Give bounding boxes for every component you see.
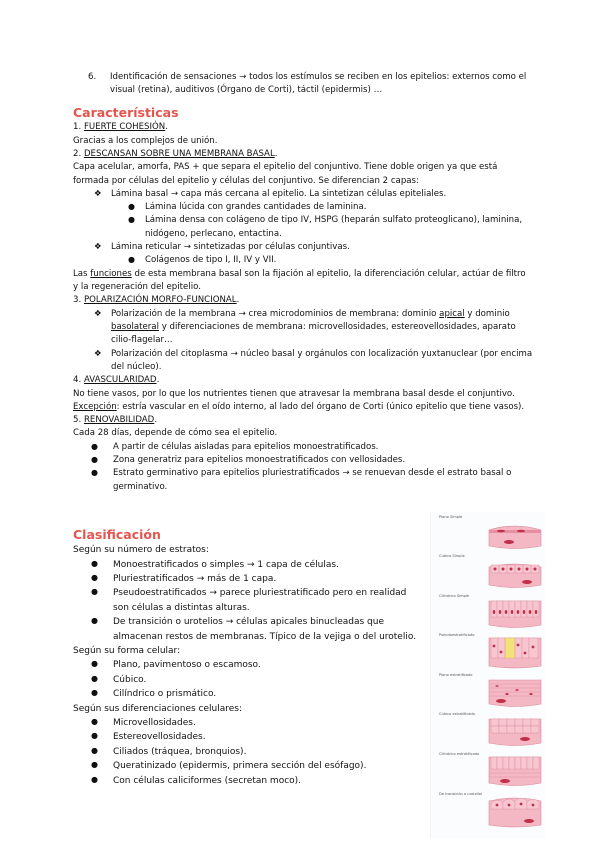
pseudoestratificado-illustration — [487, 636, 543, 670]
circle-bullet-icon: ● — [91, 745, 98, 755]
epithelium-label: Plano Simple — [439, 515, 463, 519]
epithelium-panel — [437, 594, 541, 631]
list-item: ● Colágenos de tipo I, II, IV y VII. — [128, 255, 277, 266]
cilindrico-estratificado-illustration — [487, 755, 543, 787]
classification-section — [73, 527, 418, 788]
circle-bullet-icon: ● — [91, 760, 98, 770]
list-item-6 — [88, 71, 538, 98]
circle-bullet-icon: ● — [91, 731, 98, 741]
epithelium-label: Cúbico estratificado — [439, 712, 475, 716]
epithelium-label: De transición o urotelial — [439, 792, 482, 796]
paragraph: Gracias a los complejos de unión. — [73, 135, 218, 146]
diamond-bullet-icon: ❖ — [94, 242, 102, 253]
list-item: ● A partir de células aisladas para epitelios monoestratificados. — [91, 441, 379, 452]
circle-bullet-icon: ● — [91, 774, 98, 784]
circle-bullet-icon: ● — [91, 455, 98, 465]
list-item: ● Monoestratificados o simples → 1 capa de células. — [91, 558, 339, 570]
subheading-avascularidad: 4. AVASCULARIDAD. — [73, 375, 160, 386]
paragraph: Según sus diferenciaciones celulares: — [73, 703, 243, 714]
list-item: ● Estrato germinativo para epitelios pluriestratificados → se renuevan desde el estrato basal o germinativo. — [91, 468, 512, 492]
paragraph-excepcion: Excepción: estría vascular en el oído interno, al lado del órgano de Corti (único epitelio que tiene vasos). — [73, 401, 525, 412]
epithelium-label: Cilíndrico Simple — [439, 594, 470, 598]
circle-bullet-icon: ● — [91, 616, 98, 626]
list-item: ● Estereovellosidades. — [91, 731, 206, 743]
list-item: ● Zona generatriz para epitelios monoestratificados con vellosidades. — [91, 455, 406, 466]
paragraph: Cada 28 días, depende de cómo sea el epitelio. — [73, 428, 278, 439]
paragraph: Según su forma celular: — [73, 645, 181, 656]
section-heading: Características — [73, 105, 179, 120]
cubico-simple-illustration — [487, 557, 543, 589]
cilindrico-simple-illustration — [487, 597, 543, 629]
epithelium-panel — [437, 752, 541, 789]
circle-bullet-icon: ● — [91, 468, 98, 478]
diamond-bullet-icon: ❖ — [94, 188, 102, 199]
list — [73, 716, 418, 788]
plano-estratificado-illustration — [487, 676, 543, 708]
subheading-polarizacion: 3. POLARIZACIÓN MORFO-FUNCIONAL. — [73, 295, 240, 306]
list-item: ● Lámina densa con colágeno de tipo IV, HSPG (heparán sulfato proteoglicano), laminina, nidógeno, perlecano, entactina. — [128, 215, 523, 239]
list — [73, 308, 533, 375]
list — [73, 658, 418, 701]
epithelium-panel — [437, 633, 541, 670]
paragraph: Capa acelular, amorfa, PAS + que separa el epitelio del conjuntivo. Tiene doble origen ya que está formada por células del epitelio y células del conjuntivo. Se diferencian 2 capas: — [73, 162, 498, 186]
list-item: ● Lámina lúcida con grandes cantidades de laminina. — [128, 202, 367, 213]
list — [73, 188, 533, 268]
list-item: ❖ Lámina basal → capa más cercana al epitelio. La sintetizan células epiteliales. — [73, 188, 533, 201]
subheading-renovabilidad: 5. RENOVABILIDAD. — [73, 415, 158, 426]
subheading-membrana-basal: 2. DESCANSAN SOBRE UNA MEMBRANA BASAL. — [73, 148, 278, 159]
circle-bullet-icon: ● — [128, 255, 135, 265]
epithelium-panel — [437, 792, 541, 829]
list-item: ❖ Lámina reticular → sintetizadas por células conjuntivas. — [73, 241, 533, 254]
list-item: ● Cúbico. — [91, 673, 147, 685]
list-item: ● Queratinizado (epidermis, primera sección del esófago). — [91, 760, 367, 772]
plano-simple-illustration — [487, 518, 543, 550]
circle-bullet-icon: ● — [91, 558, 98, 568]
epithelium-panel — [437, 515, 541, 552]
epithelium-label: Cilíndrico estratificado — [439, 752, 480, 756]
epithelium-panel — [437, 554, 541, 591]
list — [73, 558, 418, 644]
circle-bullet-icon: ● — [91, 587, 98, 597]
epithelium-label: Plano estratificado — [439, 673, 473, 677]
list-item: ● De transición o urotelios → células apicales binucleadas que almacenan restos de membranas. Típico de la vejiga o del urotelio. — [91, 616, 417, 642]
section-heading: Clasificación — [73, 527, 161, 542]
circle-bullet-icon: ● — [91, 659, 98, 669]
paragraph: No tiene vasos, por lo que los nutrientes tienen que atravesar la membrana basal desde el conjuntivo. — [73, 388, 515, 399]
list-item: ● Con células caliciformes (secretan moco). — [91, 774, 302, 786]
epithelium-panel — [437, 673, 541, 710]
epithelium-panel — [437, 712, 541, 749]
circle-bullet-icon: ● — [91, 716, 98, 726]
circle-bullet-icon: ● — [91, 573, 98, 583]
circle-bullet-icon: ● — [128, 215, 135, 225]
list-item: ● Plano, pavimentoso o escamoso. — [91, 659, 261, 671]
list-item: ● Ciliados (tráquea, bronquios). — [91, 745, 247, 757]
diamond-bullet-icon: ❖ — [94, 308, 102, 319]
transicion-illustration — [487, 795, 543, 829]
list-item: ❖ Polarización del citoplasma → núcleo basal y orgánulos con localización yuxtanuclear (por encima del núcleo). — [94, 348, 533, 372]
item-text: Identificación de sensaciones → todos los estímulos se reciben en los epitelios: externos como el visual (retina), auditivos (Órgano de Corti), táctil (epidermis) … — [110, 72, 527, 96]
circle-bullet-icon: ● — [91, 688, 98, 698]
paragraph: Según su número de estratos: — [73, 545, 209, 556]
list-item: ● Pluriestratificados → más de 1 capa. — [91, 573, 277, 585]
paragraph-funciones: Las funciones de esta membrana basal son la fijación al epitelio, la diferenciación celular, actúar de filtro y la regeneración del epitelio. — [73, 268, 526, 292]
list-item: ● Microvellosidades. — [91, 716, 196, 728]
characteristics-section — [73, 105, 533, 494]
epithelium-label: Cúbico Simple — [439, 554, 465, 558]
subheading-cohesion: 1. FUERTE COHESIÓN. — [73, 122, 168, 133]
item-number: 6. — [88, 72, 97, 82]
epithelium-types-figure — [430, 512, 545, 838]
list-item: ❖ Polarización de la membrana → crea microdominios de membrana: dominio apical y dominio basolateral y diferenciaciones de membrana: microvellosidades, estereovellosidades, aparato cilio-flagelar… — [94, 308, 516, 346]
circle-bullet-icon: ● — [91, 673, 98, 683]
circle-bullet-icon: ● — [91, 441, 98, 451]
list-item: ● Pseudoestratificados → parece pluriestratificado pero en realidad son células a distintas alturas. — [91, 587, 407, 613]
diamond-bullet-icon: ❖ — [94, 348, 102, 359]
circle-bullet-icon: ● — [128, 202, 135, 212]
epithelium-label: Pseudoestratificado — [439, 633, 475, 637]
list-item: ● Cilíndrico o prismático. — [91, 688, 217, 700]
list — [73, 441, 533, 494]
cubico-estratificado-illustration — [487, 715, 543, 747]
